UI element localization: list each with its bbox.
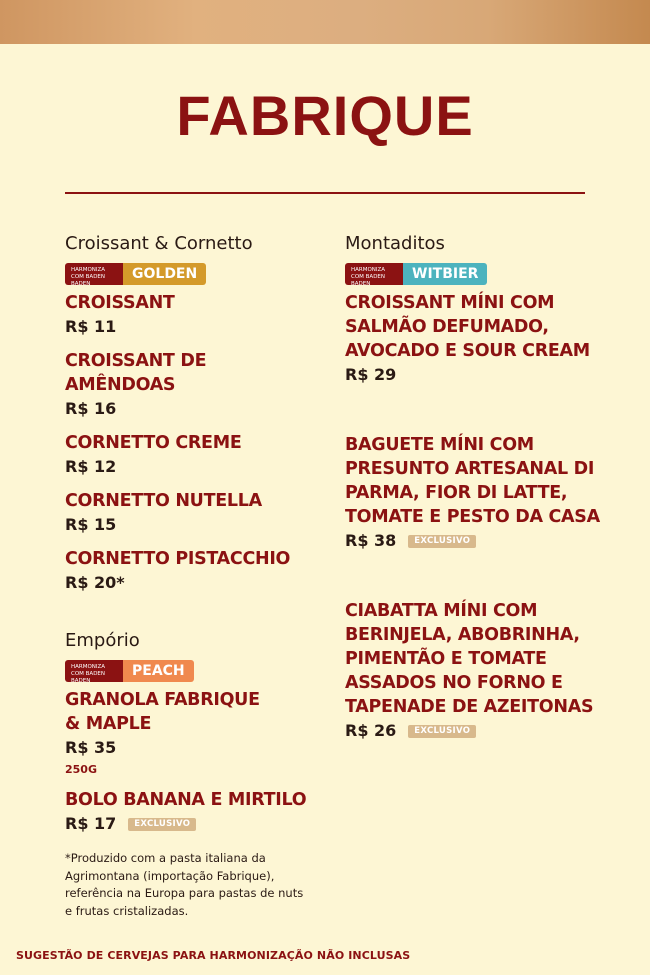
menu-item <box>345 599 625 743</box>
pairing-badge-label: HARMONIZA COM BADEN BADEN <box>65 660 123 682</box>
section-title-croissant: Croissant & Cornetto <box>65 233 253 254</box>
item-price: R$ 17 <box>65 814 117 833</box>
menu-item <box>65 431 325 479</box>
pairing-badge-beer: GOLDEN <box>123 263 206 285</box>
item-name: BOLO BANANA E MIRTILO <box>65 790 307 810</box>
item-name: CIABATTA MÍNI COM BERINJELA, ABOBRINHA, PIMENTÃO E TOMATE ASSADOS NO FORNO E TAPENADE DE AZEITONAS <box>345 601 594 717</box>
pairing-badge-witbier <box>345 263 487 285</box>
item-name: CROISSANT DE AMÊNDOAS <box>65 351 207 395</box>
menu-item <box>345 291 625 387</box>
footer-note: SUGESTÃO DE CERVEJAS PARA HARMONIZAÇÃO NÃO INCLUSAS <box>16 949 411 962</box>
title-divider <box>65 192 585 194</box>
exclusive-tag: EXCLUSIVO <box>128 818 196 831</box>
menu-item <box>65 688 325 780</box>
item-name: CORNETTO PISTACCHIO <box>65 549 291 569</box>
exclusive-tag: EXCLUSIVO <box>408 535 476 548</box>
item-name: GRANOLA FABRIQUE & MAPLE <box>65 690 260 734</box>
pairing-badge-beer: PEACH <box>123 660 194 682</box>
right-column <box>345 232 625 753</box>
pairing-badge-peach <box>65 660 194 682</box>
item-name: CROISSANT <box>65 293 175 313</box>
menu-item <box>345 433 625 553</box>
item-name: CORNETTO CREME <box>65 433 242 453</box>
item-name: CORNETTO NUTELLA <box>65 491 262 511</box>
item-price: R$ 20* <box>65 573 125 592</box>
item-price: R$ 11 <box>65 317 117 336</box>
footnote: *Produzido com a pasta italiana da Agrimontana (importação Fabrique), referência na Europa para pastas de nuts e frutas cristalizadas. <box>65 851 304 918</box>
croissant-section <box>65 232 325 595</box>
section-title-emporio: Empório <box>65 630 140 651</box>
item-price: R$ 26 <box>345 721 397 740</box>
top-decorative-band <box>0 0 650 44</box>
emporio-section <box>65 629 325 920</box>
item-price: R$ 35 <box>65 738 117 757</box>
page-title: FABRIQUE <box>176 84 474 147</box>
pairing-badge-label: HARMONIZA COM BADEN BADEN <box>345 263 403 285</box>
item-name: BAGUETE MÍNI COM PRESUNTO ARTESANAL DI PARMA, FIOR DI LATTE, TOMATE E PESTO DA CASA <box>345 435 600 527</box>
left-column <box>65 232 325 920</box>
menu-item <box>65 788 325 836</box>
pairing-badge-label: HARMONIZA COM BADEN BADEN <box>65 263 123 285</box>
item-price: R$ 15 <box>65 515 117 534</box>
section-title-montaditos: Montaditos <box>345 233 445 254</box>
item-weight: 250G <box>65 763 97 776</box>
pairing-badge-golden <box>65 263 206 285</box>
menu-item <box>65 349 325 421</box>
item-price: R$ 16 <box>65 399 117 418</box>
item-price: R$ 12 <box>65 457 117 476</box>
item-price: R$ 29 <box>345 365 397 384</box>
pairing-badge-beer: WITBIER <box>403 263 487 285</box>
menu-item <box>65 547 325 595</box>
menu-item <box>65 291 325 339</box>
menu-item <box>65 489 325 537</box>
exclusive-tag: EXCLUSIVO <box>408 725 476 738</box>
item-price: R$ 38 <box>345 531 397 550</box>
item-name: CROISSANT MÍNI COM SALMÃO DEFUMADO, AVOCADO E SOUR CREAM <box>345 293 590 361</box>
